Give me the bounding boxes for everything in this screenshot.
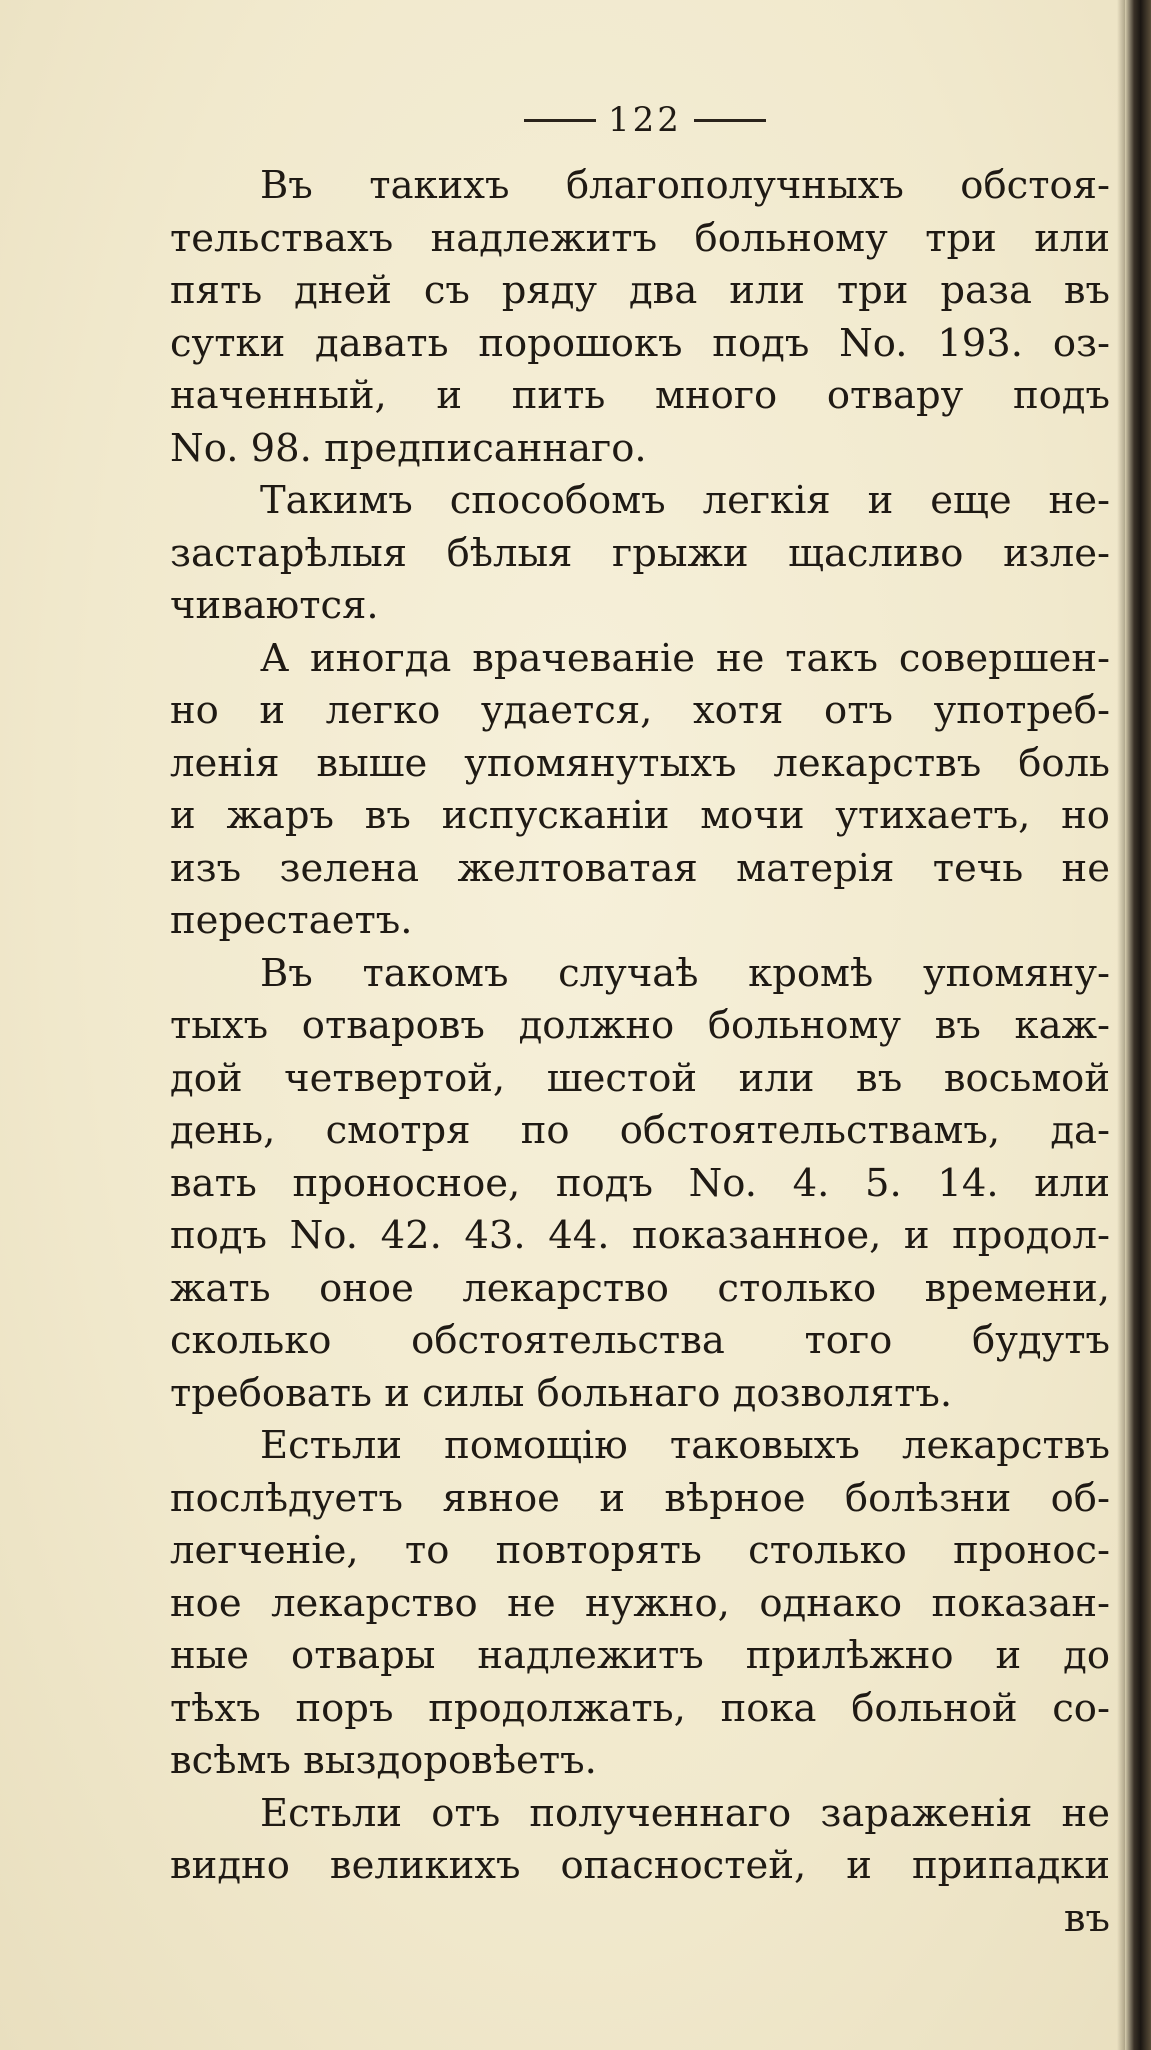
text-line: застарѣлыя бѣлыя грыжи щасливо изле-: [170, 530, 1110, 576]
text-line: подъ No. 42. 43. 44. показанное, и продол-: [170, 1213, 1110, 1258]
text-line: ные отвары надлежитъ прилѣжно и до: [170, 1633, 1110, 1678]
text-line: чиваются.: [170, 583, 379, 628]
text-line: наченный, и пить много отвару подъ: [170, 373, 1110, 418]
text-line: жать оное лекарство столько времени,: [170, 1265, 1110, 1311]
text-line: Естьли отъ полученнаго зараженія не: [260, 1790, 1110, 1836]
body-text: [170, 160, 1110, 1945]
text-line: пять дней съ ряду два или три раза въ: [170, 268, 1110, 313]
text-line: Въ такомъ случаѣ кромѣ упомяну-: [260, 950, 1110, 996]
book-spine: [1125, 0, 1151, 2050]
text-line: тельствахъ надлежитъ больному три или: [170, 215, 1110, 261]
text-line: Въ такихъ благополучныхъ обстоя-: [260, 163, 1110, 208]
header-rule-right: [694, 119, 766, 122]
page-gutter-shadow: [1117, 0, 1125, 2050]
text-line: сколько обстоятельства того будутъ: [170, 1318, 1110, 1363]
text-line: день, смотря по обстоятельствамъ, да-: [170, 1108, 1110, 1153]
header-rule-left: [524, 119, 596, 122]
text-line: тѣхъ поръ продолжать, пока больной со-: [170, 1685, 1110, 1731]
catchword: въ: [1063, 1895, 1110, 1941]
text-line: перестаетъ.: [170, 898, 413, 943]
text-line: видно великихъ опасностей, и припадки: [170, 1843, 1110, 1888]
text-line: ленія выше упомянутыхъ лекарствъ боль: [170, 740, 1110, 786]
text-line: изъ зелена желтоватая матерія течь не: [170, 845, 1110, 891]
page-header: [505, 100, 785, 140]
text-line: дой четвертой, шестой или въ восьмой: [170, 1055, 1110, 1101]
text-line: всѣмъ выздоровѣетъ.: [170, 1738, 597, 1783]
text-line: требовать и силы больнаго дозволятъ.: [170, 1370, 953, 1416]
text-line: Такимъ способомъ легкія и еще не-: [260, 478, 1110, 523]
text-line: но и легко удается, хотя отъ употреб-: [170, 688, 1110, 733]
text-line: вать проносное, подъ No. 4. 5. 14. или: [170, 1160, 1110, 1206]
text-line: легченіе, то повторять столько пронос-: [170, 1528, 1110, 1573]
text-line: и жаръ въ испусканіи мочи утихаетъ, но: [170, 793, 1110, 838]
page-number: 122: [608, 100, 682, 140]
text-line: Естьли помощію таковыхъ лекарствъ: [260, 1423, 1110, 1468]
text-line: No. 98. предписаннаго.: [170, 425, 647, 471]
text-line: послѣдуетъ явное и вѣрное болѣзни об-: [170, 1475, 1110, 1521]
text-line: ное лекарство не нужно, однако показан-: [170, 1580, 1110, 1626]
text-line: А иногда врачеваніе не такъ совершен-: [260, 635, 1110, 681]
text-line: сутки давать порошокъ подъ No. 193. оз-: [170, 320, 1110, 366]
text-line: тыхъ отваровъ должно больному въ каж-: [170, 1003, 1110, 1048]
